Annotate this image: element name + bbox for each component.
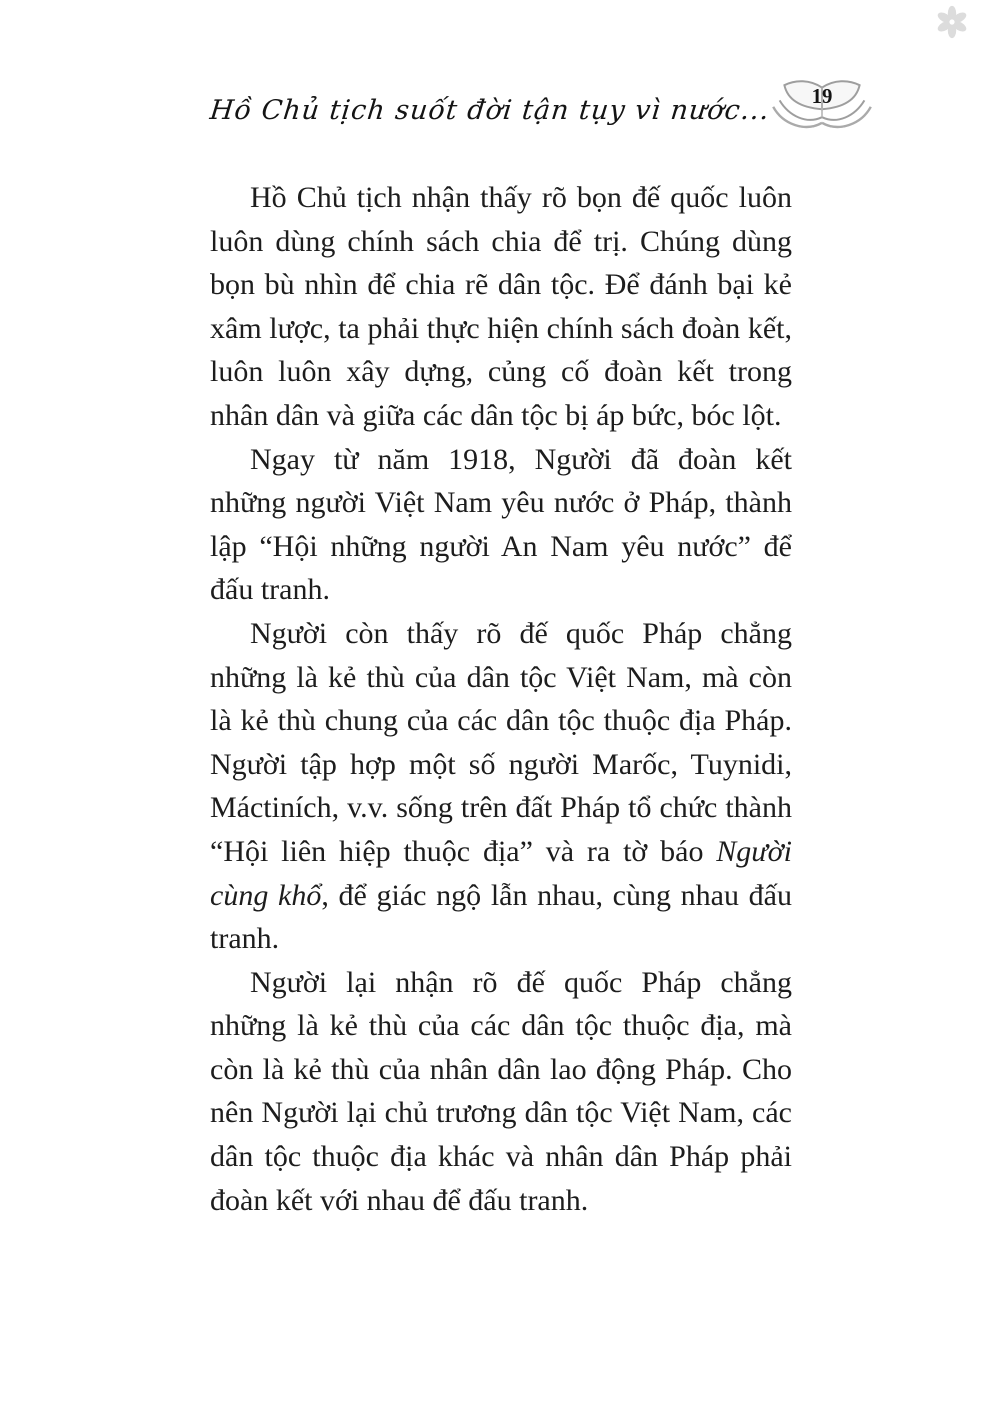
paragraph	[210, 612, 792, 961]
open-book-icon	[770, 77, 874, 143]
text-run: Ngay từ năm 1918, Người đã đoàn kết những người Việt Nam yêu nước ở Pháp, thành lập “Hội những người An Nam yêu nước” để đấu tranh.	[210, 442, 792, 607]
page-header	[208, 76, 832, 144]
running-title: Hồ Chủ tịch suốt đời tận tụy vì nước...	[208, 94, 772, 126]
text-run: Hồ Chủ tịch nhận thấy rõ bọn đế quốc luôn luôn dùng chính sách chia để trị. Chúng dùng bọn bù nhìn để chia rẽ dân tộc. Để đánh bại kẻ xâm lược, ta phải thực hiện chính sách đoàn kết, luôn luôn xây dựng, củng cố đoàn kết trong nhân dân và giữa các dân tộc bị áp bức, bóc lột.	[210, 181, 792, 432]
newspaper-title-italic: Người cùng khổ	[210, 834, 792, 912]
text-run: Người lại nhận rõ đế quốc Pháp chẳng những là kẻ thù của các dân tộc thuộc địa, mà còn là kẻ thù của nhân dân lao động Pháp. Cho nên Người lại chủ trương dân tộc Việt Nam, các dân tộc thuộc địa khác và nhân dân Pháp phải đoàn kết với nhau để đấu tranh.	[210, 965, 792, 1217]
text-run: , để giác ngộ lẫn nhau, cùng nhau đấu tranh.	[210, 878, 792, 956]
paragraph	[210, 961, 792, 1223]
body-text	[210, 176, 792, 1222]
paragraph	[210, 176, 792, 438]
text-run: Người còn thấy rõ đế quốc Pháp chẳng những là kẻ thù của dân tộc Việt Nam, mà còn là kẻ thù chung của các dân tộc thuộc địa Pháp. Người tập hợp một số người Marốc, Tuynidi, Máctiních, v.v. sống trên đất Pháp tổ chức thành “Hội liên hiệp thuộc địa” và ra tờ báo	[210, 616, 792, 868]
flower-icon	[934, 4, 970, 40]
paragraph	[210, 438, 792, 612]
page-number: 19	[811, 84, 832, 108]
